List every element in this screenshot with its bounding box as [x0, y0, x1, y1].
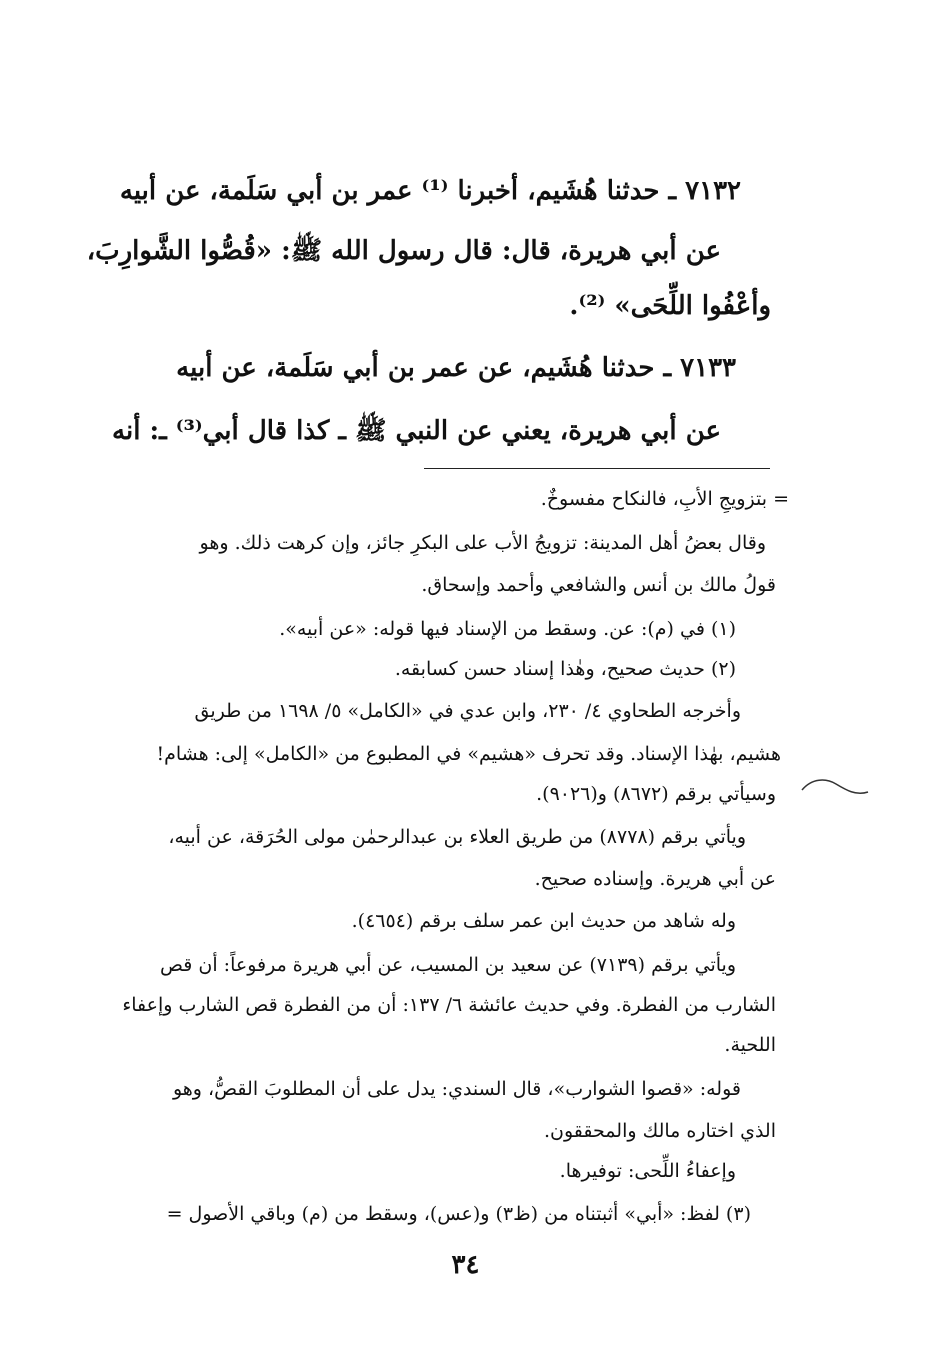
footnote-line: الشارب من الفطرة. وفي حديث عائشة ٦/ ١٣٧: أن من الفطرة قص الشارب وإعفاء: [122, 994, 776, 1016]
footnote-line: قوله: «قصوا الشوارب»، قال السندي: يدل على أن المطلوبَ القصُّ، وهو: [172, 1078, 741, 1100]
footnote-line: عن أبي هريرة. وإسناده صحيح.: [534, 868, 776, 890]
hadith-7132-line-1: ٧١٣٢ ـ حدثنا هُشَيم، أخبرنا ⁽¹⁾ عمر بن أبي سَلَمة، عن أبيه: [119, 176, 741, 206]
footnote-line: وقال بعضُ أهل المدينة: تزويجُ الأب على البكرِ جائز، وإن كرهت ذلك. وهو: [199, 532, 766, 554]
hadith-7133-line-2: عن أبي هريرة، يعني عن النبي ﷺ ـ كذا قال أبي⁽³⁾ ـ: أنه: [112, 416, 721, 446]
footnote-line: الذي اختاره مالك والمحققون.: [544, 1120, 776, 1142]
footnote-line: وإعفاءُ اللِّحى: توفيرها.: [559, 1160, 736, 1182]
footnote-3: (٣) لفظ: «أبي» أثبتناه من (ظ٣) و(عس)، وسقط من (م) وباقي الأصول =: [166, 1203, 751, 1225]
hadith-7132-line-2: عن أبي هريرة، قال: قال رسول الله ﷺ: «قُصُّوا الشَّوارِبَ،: [86, 236, 721, 266]
footnote-line: ويأتي برقم (٧١٣٩) عن سعيد بن المسيب، عن أبي هريرة مرفوعاً: أن قص: [160, 954, 736, 976]
footnote-2: (٢) حديث صحيح، وهٰذا إسناد حسن كسابقه.: [394, 658, 736, 680]
footnote-line: وسيأتي برقم (٨٦٧٢) و(٩٠٢٦).: [536, 783, 776, 805]
footnote-separator: [424, 468, 770, 469]
footnote-line: ويأتي برقم (٨٧٧٨) من طريق العلاء بن عبدالرحمٰن مولى الحُرَقة، عن أبيه،: [168, 826, 746, 848]
footnote-line: اللحية.: [724, 1034, 776, 1056]
footnote-line: قولُ مالك بن أنس والشافعي وأحمد وإسحاق.: [421, 574, 776, 596]
margin-pen-mark: [800, 770, 870, 800]
page-number: ٣٤: [451, 1250, 480, 1280]
hadith-7133-line-1: ٧١٣٣ ـ حدثنا هُشَيم، عن عمر بن أبي سَلَمة، عن أبيه: [176, 353, 736, 383]
footnote-line: هشيم، بهٰذا الإسناد. وقد تحرف «هشيم» في المطبوع من «الكامل» إلى: هشام!: [156, 743, 781, 765]
footnote-line: = بتزويجِ الأبِ، فالنكاح مفسوخٌ.: [540, 488, 789, 510]
footnote-line: وأخرجه الطحاوي ٤/ ٢٣٠، وابن عدي في «الكامل» ٥/ ١٦٩٨ من طريق: [194, 700, 741, 722]
hadith-7132-line-3: وأعْفُوا اللِّحَى» ⁽²⁾.: [569, 291, 771, 321]
footnote-1: (١) في (م): عن. وسقط من الإسناد فيها قوله: «عن أبيه».: [279, 618, 736, 640]
footnote-line: وله شاهد من حديث ابن عمر سلف برقم (٤٦٥٤).: [351, 910, 736, 932]
